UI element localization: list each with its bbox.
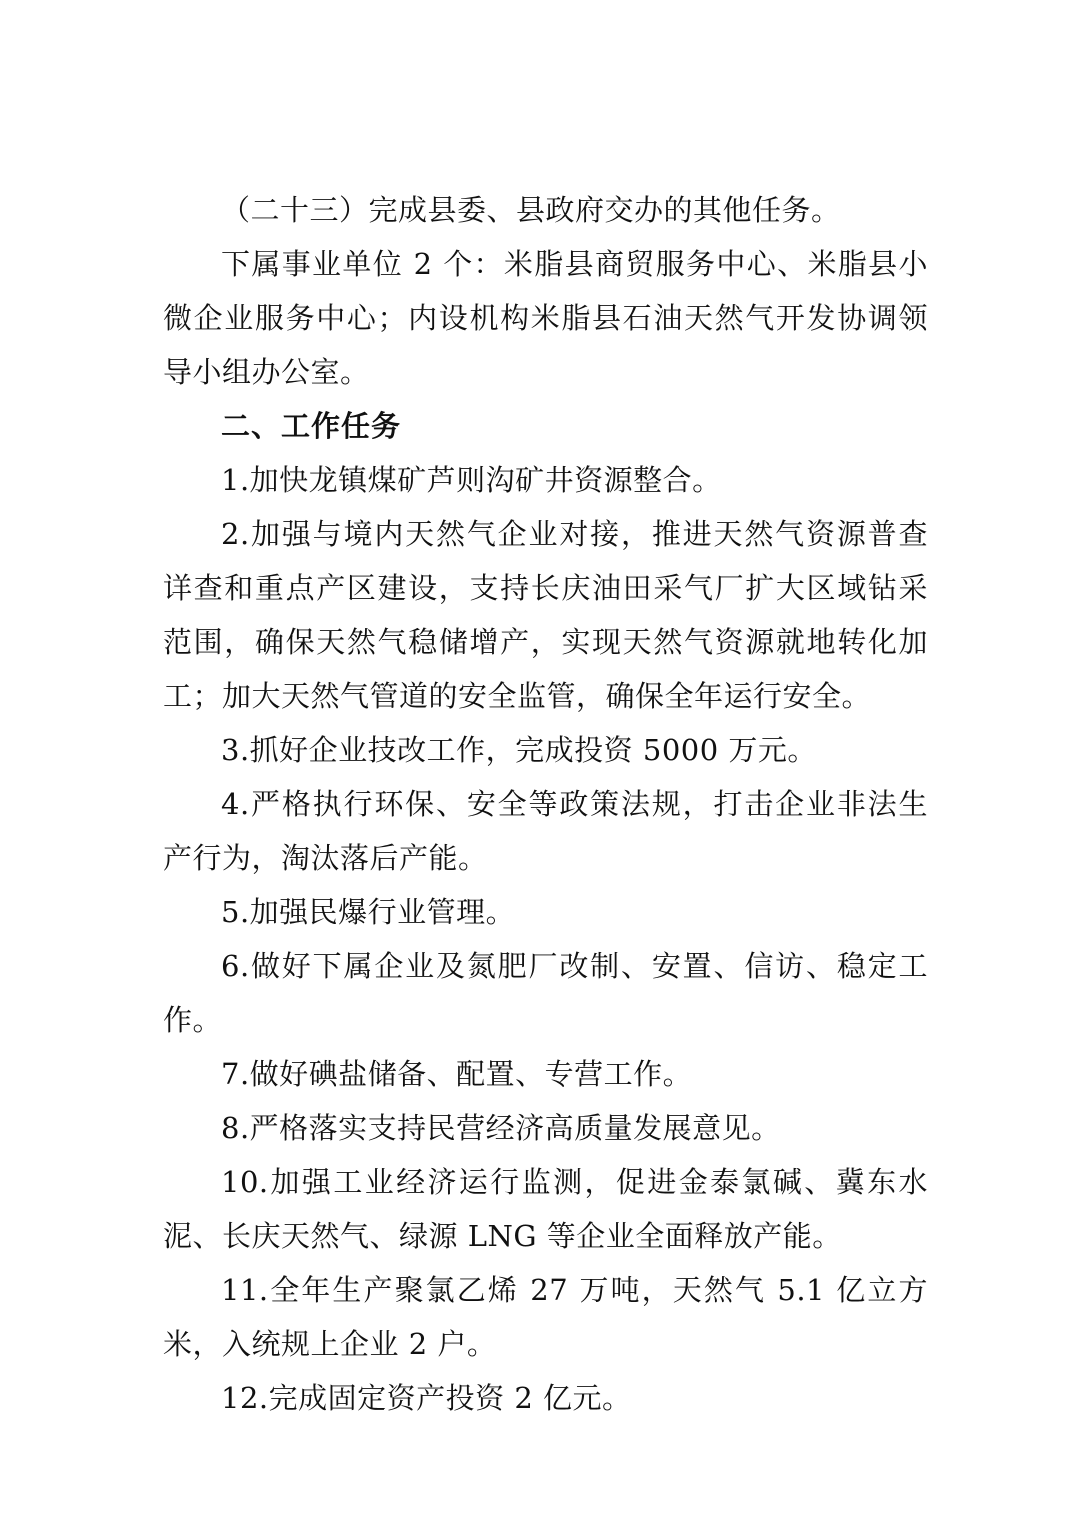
task-item-3: 3.抓好企业技改工作，完成投资 5000 万元。: [221, 733, 817, 767]
paragraph-item-23: （二十三）完成县委、县政府交办的其他任务。: [221, 193, 841, 227]
task-item-6: 6.做好下属企业及氮肥厂改制、安置、信访、稳定工作。: [163, 949, 928, 1037]
task-item-2: 2.加强与境内天然气企业对接，推进天然气资源普查详查和重点产区建设，支持长庆油田采气厂扩大区域钻采范围，确保天然气稳储增产，实现天然气资源就地转化加工；加大天然气管道的安全监管，确保全年运行安全。: [163, 517, 928, 713]
task-item-12: 12.完成固定资产投资 2 亿元。: [221, 1381, 632, 1415]
task-item-5: 5.加强民爆行业管理。: [221, 895, 516, 929]
task-item-4: 4.严格执行环保、安全等政策法规，打击企业非法生产行为，淘汰落后产能。: [163, 787, 928, 875]
task-item-11: 11.全年生产聚氯乙烯 27 万吨，天然气 5.1 亿立方米，入统规上企业 2 户。: [163, 1273, 928, 1361]
task-item-1: 1.加快龙镇煤矿芦则沟矿井资源整合。: [221, 463, 722, 497]
section-heading-work-tasks: 二、工作任务: [221, 409, 402, 443]
task-item-8: 8.严格落实支持民营经济高质量发展意见。: [221, 1111, 781, 1145]
paragraph-subordinate-units: 下属事业单位 2 个：米脂县商贸服务中心、米脂县小微企业服务中心；内设机构米脂县石油天然气开发协调领导小组办公室。: [163, 247, 928, 389]
document-body: [163, 183, 928, 1425]
task-item-10: 10.加强工业经济运行监测，促进金泰氯碱、冀东水泥、长庆天然气、绿源 LNG 等企业全面释放产能。: [163, 1165, 928, 1253]
task-item-7: 7.做好碘盐储备、配置、专营工作。: [221, 1057, 693, 1091]
